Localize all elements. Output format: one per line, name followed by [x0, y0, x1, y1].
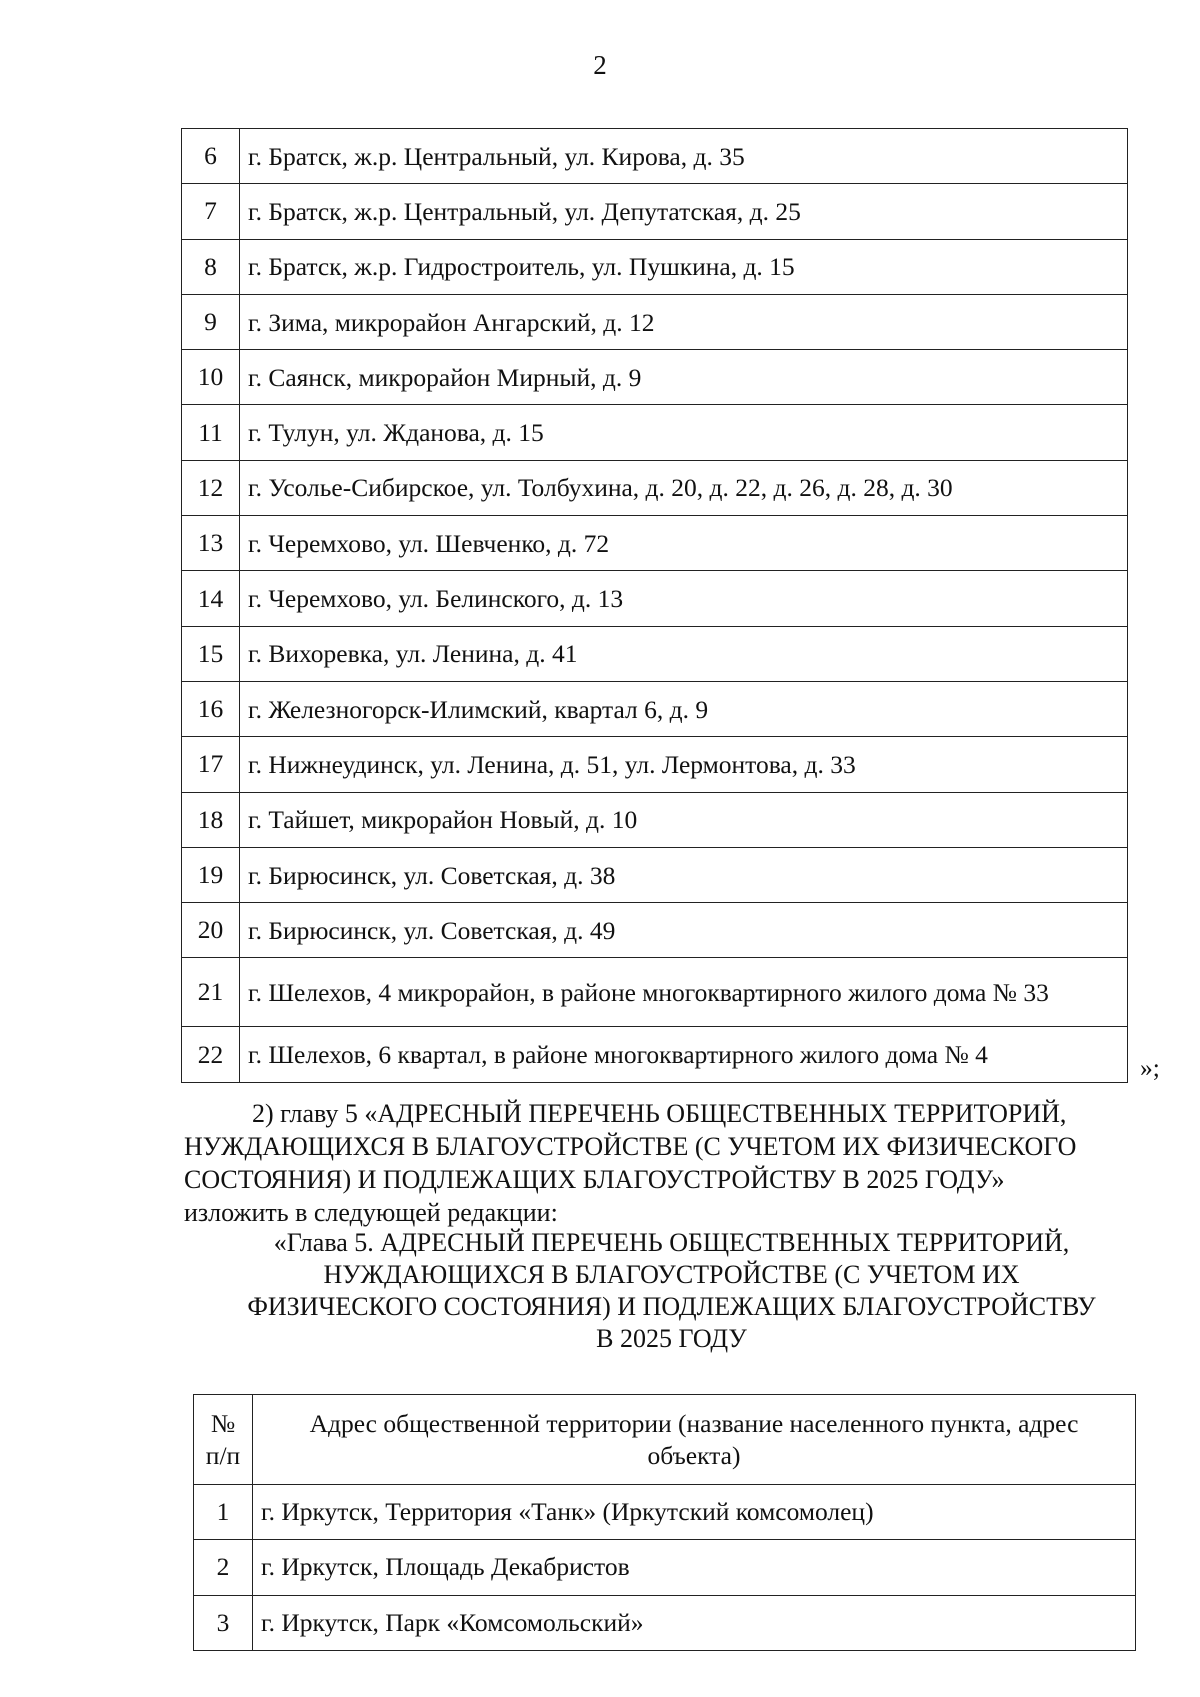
row-number: 17: [182, 737, 240, 792]
row-address: г. Черемхово, ул. Шевченко, д. 72: [240, 516, 1128, 571]
table-row: [182, 958, 1128, 1027]
heading-line: В 2025 ГОДУ: [596, 1324, 747, 1353]
heading-line: НУЖДАЮЩИХСЯ В БЛАГОУСТРОЙСТВЕ (С УЧЕТОМ ИХ: [323, 1260, 1020, 1289]
table-row: [182, 129, 1128, 184]
table-row: [182, 1027, 1128, 1082]
row-number: 6: [182, 129, 240, 184]
row-number: 22: [182, 1027, 240, 1082]
header-number: [194, 1395, 253, 1485]
row-address: г. Иркутск, Парк «Комсомольский»: [253, 1595, 1136, 1650]
table-row: [182, 350, 1128, 405]
row-address: г. Железногорск-Илимский, квартал 6, д. 9: [240, 681, 1128, 736]
amendment-paragraph: [184, 1097, 1159, 1229]
table-row: [182, 792, 1128, 847]
paragraph-line: 2) главу 5 «АДРЕСНЫЙ ПЕРЕЧЕНЬ ОБЩЕСТВЕННЫХ ТЕРРИТОРИЙ,: [252, 1099, 1067, 1128]
table-row: [182, 239, 1128, 294]
row-address: г. Братск, ж.р. Гидростроитель, ул. Пушкина, д. 15: [240, 239, 1128, 294]
table-row: [182, 626, 1128, 681]
row-number: 21: [182, 958, 240, 1027]
header-number-abbr: п/п: [205, 1440, 241, 1470]
table-row: [182, 571, 1128, 626]
row-address: г. Нижнеудинск, ул. Ленина, д. 51, ул. Лермонтова, д. 33: [240, 737, 1128, 792]
table-row: [194, 1485, 1136, 1540]
row-number: 7: [182, 184, 240, 239]
row-number: 11: [182, 405, 240, 460]
row-address: г. Иркутск, Территория «Танк» (Иркутский комсомолец): [253, 1485, 1136, 1540]
row-address: г. Братск, ж.р. Центральный, ул. Депутатская, д. 25: [240, 184, 1128, 239]
paragraph-line: изложить в следующей редакции:: [184, 1198, 558, 1227]
table-row: [182, 903, 1128, 958]
table-row: [194, 1595, 1136, 1650]
row-number: 8: [182, 239, 240, 294]
paragraph-line: СОСТОЯНИЯ) И ПОДЛЕЖАЩИХ БЛАГОУСТРОЙСТВУ В 2025 ГОДУ»: [184, 1165, 1005, 1194]
row-address: г. Черемхово, ул. Белинского, д. 13: [240, 571, 1128, 626]
page-number: 2: [593, 50, 607, 80]
table-row: [182, 294, 1128, 349]
row-number: 19: [182, 847, 240, 902]
row-number: 2: [194, 1540, 253, 1595]
row-number: 1: [194, 1485, 253, 1540]
table-row: [182, 184, 1128, 239]
row-address: г. Тайшет, микрорайон Новый, д. 10: [240, 792, 1128, 847]
row-address: г. Зима, микрорайон Ангарский, д. 12: [240, 294, 1128, 349]
row-address: г. Бирюсинск, ул. Советская, д. 49: [240, 903, 1128, 958]
row-number: 3: [194, 1595, 253, 1650]
header-address: Адрес общественной территории (название населенного пункта, адрес объекта): [253, 1395, 1136, 1485]
table-row: [182, 737, 1128, 792]
table-row: [182, 516, 1128, 571]
row-address: г. Шелехов, 4 микрорайон, в районе многоквартирного жилого дома № 33: [240, 958, 1128, 1027]
public-territories-table: [193, 1394, 1136, 1651]
table-header-row: [194, 1395, 1136, 1485]
row-number: 16: [182, 681, 240, 736]
header-number-symbol: №: [210, 1408, 236, 1438]
row-number: 15: [182, 626, 240, 681]
row-address: г. Братск, ж.р. Центральный, ул. Кирова, д. 35: [240, 129, 1128, 184]
closing-quote: »;: [1140, 1053, 1160, 1082]
table-row: [182, 460, 1128, 515]
row-address: г. Иркутск, Площадь Декабристов: [253, 1540, 1136, 1595]
row-address: г. Саянск, микрорайон Мирный, д. 9: [240, 350, 1128, 405]
row-address: г. Тулун, ул. Жданова, д. 15: [240, 405, 1128, 460]
row-address: г. Шелехов, 6 квартал, в районе многоквартирного жилого дома № 4: [240, 1027, 1128, 1082]
heading-line: ФИЗИЧЕСКОГО СОСТОЯНИЯ) И ПОДЛЕЖАЩИХ БЛАГОУСТРОЙСТВУ: [247, 1292, 1096, 1321]
row-number: 18: [182, 792, 240, 847]
table-row: [182, 847, 1128, 902]
heading-line: «Глава 5. АДРЕСНЫЙ ПЕРЕЧЕНЬ ОБЩЕСТВЕННЫХ ТЕРРИТОРИЙ,: [273, 1228, 1070, 1257]
table-row: [182, 405, 1128, 460]
row-number: 13: [182, 516, 240, 571]
row-address: г. Бирюсинск, ул. Советская, д. 38: [240, 847, 1128, 902]
table-row: [194, 1540, 1136, 1595]
row-number: 10: [182, 350, 240, 405]
row-address: г. Вихоревка, ул. Ленина, д. 41: [240, 626, 1128, 681]
row-number: 9: [182, 294, 240, 349]
paragraph-line: НУЖДАЮЩИХСЯ В БЛАГОУСТРОЙСТВЕ (С УЧЕТОМ ИХ ФИЗИЧЕСКОГО: [184, 1132, 1077, 1161]
row-address: г. Усолье-Сибирское, ул. Толбухина, д. 20, д. 22, д. 26, д. 28, д. 30: [240, 460, 1128, 515]
row-number: 12: [182, 460, 240, 515]
row-number: 20: [182, 903, 240, 958]
yard-territories-table: [181, 128, 1128, 1083]
chapter-heading: [184, 1227, 1159, 1355]
row-number: 14: [182, 571, 240, 626]
table-row: [182, 681, 1128, 736]
